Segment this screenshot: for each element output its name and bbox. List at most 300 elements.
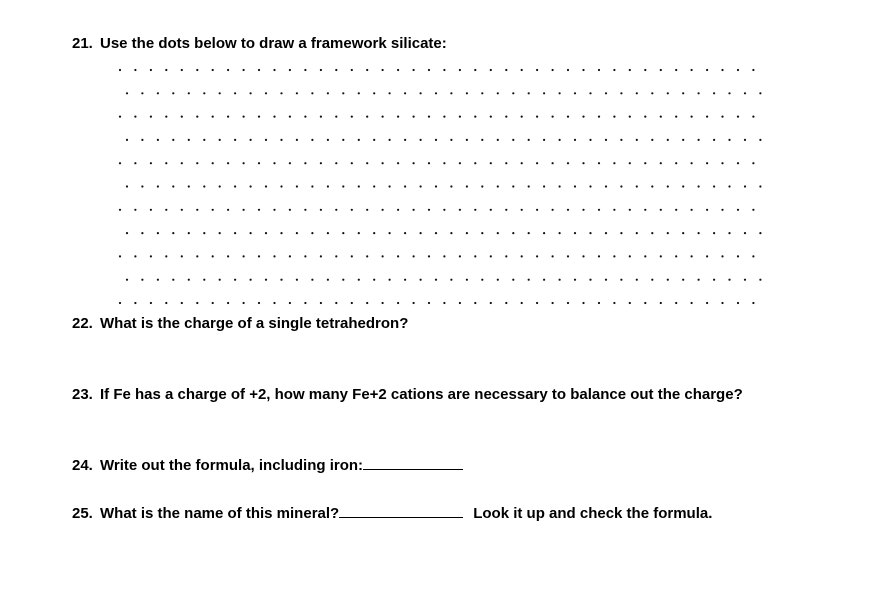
grid-dot (435, 185, 437, 187)
grid-dot (311, 185, 313, 187)
grid-dot (273, 302, 275, 304)
grid-dot (721, 69, 723, 71)
grid-dot (397, 69, 399, 71)
grid-dot (752, 162, 754, 164)
grid-dot (150, 116, 152, 118)
grid-dot (188, 92, 190, 94)
grid-dot (366, 209, 368, 211)
grid-dot (443, 162, 445, 164)
grid-dot (258, 69, 260, 71)
grid-dot (481, 232, 483, 234)
grid-dot (543, 92, 545, 94)
grid-dot (320, 255, 322, 257)
grid-dot (605, 232, 607, 234)
grid-dot (636, 92, 638, 94)
grid-dot (335, 255, 337, 257)
grid-dot (250, 92, 252, 94)
grid-dot (582, 302, 584, 304)
grid-dot (428, 255, 430, 257)
question-text: What is the name of this mineral? (100, 505, 340, 522)
grid-dot (613, 116, 615, 118)
grid-dot (320, 69, 322, 71)
grid-dot (759, 232, 761, 234)
grid-dot (691, 255, 693, 257)
grid-dot (536, 69, 538, 71)
grid-dot (682, 139, 684, 141)
grid-dot (567, 209, 569, 211)
grid-dot (481, 279, 483, 281)
grid-dot (636, 185, 638, 187)
grid-dot (342, 185, 344, 187)
grid-dot (644, 209, 646, 211)
grid-dot (660, 162, 662, 164)
grid-dot (598, 255, 600, 257)
grid-dot (660, 209, 662, 211)
grid-dot (157, 185, 159, 187)
grid-dot (296, 232, 298, 234)
grid-dot (119, 116, 121, 118)
grid-dot (327, 232, 329, 234)
grid-dot (227, 302, 229, 304)
grid-dot (728, 232, 730, 234)
grid-dot (212, 162, 214, 164)
question-21 (72, 35, 447, 53)
grid-dot (459, 302, 461, 304)
grid-dot (660, 302, 662, 304)
grid-dot (613, 162, 615, 164)
grid-dot (675, 209, 677, 211)
grid-dot (521, 302, 523, 304)
grid-dot (474, 116, 476, 118)
grid-dot (728, 139, 730, 141)
grid-dot (172, 92, 174, 94)
grid-dot (528, 279, 530, 281)
grid-dot (497, 279, 499, 281)
grid-dot (443, 302, 445, 304)
grid-dot (389, 279, 391, 281)
grid-dot (219, 279, 221, 281)
grid-dot (420, 185, 422, 187)
grid-dot (428, 209, 430, 211)
grid-dot (728, 185, 730, 187)
grid-dot (675, 69, 677, 71)
grid-dot (574, 279, 576, 281)
grid-dot (636, 279, 638, 281)
grid-dot (304, 69, 306, 71)
grid-dot (351, 302, 353, 304)
grid-dot (304, 209, 306, 211)
grid-dot (706, 69, 708, 71)
question-24 (72, 456, 463, 475)
grid-dot (589, 232, 591, 234)
grid-dot (660, 69, 662, 71)
grid-dot (234, 232, 236, 234)
grid-dot (759, 139, 761, 141)
grid-dot (280, 185, 282, 187)
formula-answer-blank[interactable] (363, 456, 463, 470)
grid-dot (413, 116, 415, 118)
grid-dot (752, 116, 754, 118)
grid-dot (474, 209, 476, 211)
grid-dot (497, 92, 499, 94)
grid-dot (675, 255, 677, 257)
grid-dot (552, 302, 554, 304)
grid-dot (505, 209, 507, 211)
grid-dot (227, 69, 229, 71)
grid-dot (713, 232, 715, 234)
grid-dot (559, 92, 561, 94)
grid-dot (243, 162, 245, 164)
grid-dot (258, 302, 260, 304)
grid-dot (273, 116, 275, 118)
grid-dot (613, 69, 615, 71)
grid-dot (335, 302, 337, 304)
grid-dot (490, 255, 492, 257)
grid-dot (443, 69, 445, 71)
grid-dot (181, 302, 183, 304)
grid-dot (134, 255, 136, 257)
grid-dot (273, 69, 275, 71)
grid-dot (296, 185, 298, 187)
question-number: 22. (72, 315, 93, 332)
grid-dot (698, 232, 700, 234)
grid-dot (721, 255, 723, 257)
grid-dot (682, 185, 684, 187)
grid-dot (320, 162, 322, 164)
grid-dot (675, 162, 677, 164)
grid-dot (389, 232, 391, 234)
grid-dot (706, 302, 708, 304)
grid-dot (543, 185, 545, 187)
grid-dot (629, 209, 631, 211)
grid-dot (413, 255, 415, 257)
grid-dot (289, 162, 291, 164)
grid-dot (196, 255, 198, 257)
grid-dot (698, 185, 700, 187)
grid-dot (728, 92, 730, 94)
grid-dot (134, 302, 136, 304)
grid-dot (389, 139, 391, 141)
grid-dot (234, 92, 236, 94)
grid-dot (311, 279, 313, 281)
grid-dot (660, 116, 662, 118)
grid-dot (505, 116, 507, 118)
grid-dot (759, 279, 761, 281)
grid-dot (574, 92, 576, 94)
grid-dot (181, 255, 183, 257)
grid-dot (327, 279, 329, 281)
grid-dot (289, 209, 291, 211)
grid-dot (366, 69, 368, 71)
grid-dot (613, 255, 615, 257)
grid-dot (667, 279, 669, 281)
grid-dot (552, 116, 554, 118)
grid-dot (420, 92, 422, 94)
grid-dot (134, 162, 136, 164)
grid-dot (119, 162, 121, 164)
grid-dot (466, 279, 468, 281)
grid-dot (212, 255, 214, 257)
grid-dot (219, 232, 221, 234)
grid-dot (382, 209, 384, 211)
grid-dot (351, 162, 353, 164)
grid-dot (373, 139, 375, 141)
grid-dot (373, 279, 375, 281)
grid-dot (644, 255, 646, 257)
grid-dot (552, 69, 554, 71)
grid-dot (289, 116, 291, 118)
grid-dot (644, 116, 646, 118)
grid-dot (413, 209, 415, 211)
grid-dot (737, 162, 739, 164)
question-number: 21. (72, 35, 93, 52)
grid-dot (296, 279, 298, 281)
grid-dot (219, 92, 221, 94)
grid-dot (358, 185, 360, 187)
grid-dot (234, 279, 236, 281)
grid-dot (589, 185, 591, 187)
grid-dot (543, 139, 545, 141)
grid-dot (466, 185, 468, 187)
grid-dot (304, 162, 306, 164)
grid-dot (342, 279, 344, 281)
grid-dot (335, 69, 337, 71)
grid-dot (706, 116, 708, 118)
grid-dot (157, 92, 159, 94)
grid-dot (459, 69, 461, 71)
grid-dot (397, 209, 399, 211)
grid-dot (141, 232, 143, 234)
grid-dot (450, 232, 452, 234)
grid-dot (389, 92, 391, 94)
grid-dot (126, 185, 128, 187)
grid-dot (304, 255, 306, 257)
grid-dot (250, 185, 252, 187)
grid-dot (567, 116, 569, 118)
grid-dot (165, 116, 167, 118)
grid-dot (528, 139, 530, 141)
grid-dot (404, 92, 406, 94)
grid-dot (141, 92, 143, 94)
grid-dot (243, 302, 245, 304)
grid-dot (567, 302, 569, 304)
grid-dot (188, 279, 190, 281)
grid-dot (481, 185, 483, 187)
grid-dot (428, 116, 430, 118)
grid-dot (574, 139, 576, 141)
grid-dot (559, 139, 561, 141)
grid-dot (366, 116, 368, 118)
grid-dot (536, 209, 538, 211)
grid-dot (450, 139, 452, 141)
question-text: Write out the formula, including iron: (100, 457, 364, 474)
grid-dot (428, 69, 430, 71)
grid-dot (620, 185, 622, 187)
grid-dot (521, 255, 523, 257)
grid-dot (737, 255, 739, 257)
question-22 (72, 315, 408, 333)
grid-dot (227, 162, 229, 164)
grid-dot (721, 302, 723, 304)
grid-dot (598, 209, 600, 211)
grid-dot (651, 92, 653, 94)
grid-dot (644, 69, 646, 71)
grid-dot (636, 139, 638, 141)
grid-dot (150, 302, 152, 304)
grid-dot (598, 69, 600, 71)
grid-dot (559, 185, 561, 187)
grid-dot (157, 232, 159, 234)
grid-dot (667, 185, 669, 187)
grid-dot (752, 255, 754, 257)
grid-dot (366, 162, 368, 164)
grid-dot (521, 116, 523, 118)
grid-dot (552, 209, 554, 211)
grid-dot (459, 116, 461, 118)
grid-dot (629, 302, 631, 304)
grid-dot (490, 69, 492, 71)
grid-dot (737, 209, 739, 211)
grid-dot (342, 139, 344, 141)
grid-dot (234, 185, 236, 187)
grid-dot (243, 255, 245, 257)
grid-dot (126, 232, 128, 234)
grid-dot (141, 139, 143, 141)
grid-dot (196, 69, 198, 71)
question-number: 25. (72, 505, 93, 522)
grid-dot (358, 232, 360, 234)
grid-dot (389, 185, 391, 187)
grid-dot (744, 185, 746, 187)
grid-dot (512, 279, 514, 281)
grid-dot (450, 185, 452, 187)
grid-dot (605, 185, 607, 187)
grid-dot (744, 139, 746, 141)
mineral-name-answer-blank[interactable] (339, 504, 463, 518)
grid-dot (450, 279, 452, 281)
grid-dot (613, 302, 615, 304)
grid-dot (698, 92, 700, 94)
grid-dot (737, 116, 739, 118)
grid-dot (497, 232, 499, 234)
grid-dot (397, 302, 399, 304)
grid-dot (351, 116, 353, 118)
grid-dot (435, 279, 437, 281)
grid-dot (273, 162, 275, 164)
grid-dot (512, 232, 514, 234)
grid-dot (691, 116, 693, 118)
grid-dot (466, 139, 468, 141)
grid-dot (667, 92, 669, 94)
grid-dot (420, 279, 422, 281)
grid-dot (234, 139, 236, 141)
grid-dot (373, 185, 375, 187)
grid-dot (459, 162, 461, 164)
grid-dot (150, 209, 152, 211)
grid-dot (397, 255, 399, 257)
grid-dot (219, 185, 221, 187)
grid-dot (721, 209, 723, 211)
grid-dot (536, 162, 538, 164)
grid-dot (311, 232, 313, 234)
grid-dot (512, 139, 514, 141)
grid-dot (188, 232, 190, 234)
grid-dot (528, 92, 530, 94)
grid-dot (212, 302, 214, 304)
grid-dot (505, 162, 507, 164)
grid-dot (188, 185, 190, 187)
grid-dot (196, 302, 198, 304)
grid-dot (181, 209, 183, 211)
grid-dot (413, 302, 415, 304)
grid-dot (311, 92, 313, 94)
grid-dot (320, 209, 322, 211)
grid-dot (691, 162, 693, 164)
grid-dot (605, 92, 607, 94)
grid-dot (459, 209, 461, 211)
grid-dot (428, 162, 430, 164)
grid-dot (691, 302, 693, 304)
grid-dot (203, 232, 205, 234)
grid-dot (280, 139, 282, 141)
grid-dot (227, 209, 229, 211)
grid-dot (212, 69, 214, 71)
grid-dot (435, 139, 437, 141)
grid-dot (490, 302, 492, 304)
grid-dot (605, 139, 607, 141)
grid-dot (172, 279, 174, 281)
grid-dot (366, 302, 368, 304)
grid-dot (651, 279, 653, 281)
grid-dot (126, 139, 128, 141)
grid-dot (212, 209, 214, 211)
grid-dot (435, 92, 437, 94)
grid-dot (582, 116, 584, 118)
grid-dot (682, 232, 684, 234)
grid-dot (567, 255, 569, 257)
grid-dot (243, 209, 245, 211)
grid-dot (258, 162, 260, 164)
grid-dot (413, 162, 415, 164)
grid-dot (280, 92, 282, 94)
grid-dot (620, 92, 622, 94)
grid-dot (141, 185, 143, 187)
grid-dot (165, 302, 167, 304)
grid-dot (172, 232, 174, 234)
grid-dot (342, 232, 344, 234)
grid-dot (119, 302, 121, 304)
grid-dot (744, 279, 746, 281)
grid-dot (250, 279, 252, 281)
grid-dot (134, 116, 136, 118)
grid-dot (420, 139, 422, 141)
grid-dot (165, 162, 167, 164)
grid-dot (196, 162, 198, 164)
grid-dot (358, 139, 360, 141)
grid-dot (552, 162, 554, 164)
grid-dot (289, 69, 291, 71)
question-instruction: Look it up and check the formula. (473, 505, 713, 522)
grid-dot (157, 279, 159, 281)
grid-dot (629, 162, 631, 164)
grid-dot (157, 139, 159, 141)
grid-dot (382, 69, 384, 71)
grid-dot (227, 255, 229, 257)
grid-dot (620, 232, 622, 234)
grid-dot (373, 232, 375, 234)
grid-dot (382, 302, 384, 304)
grid-dot (250, 139, 252, 141)
